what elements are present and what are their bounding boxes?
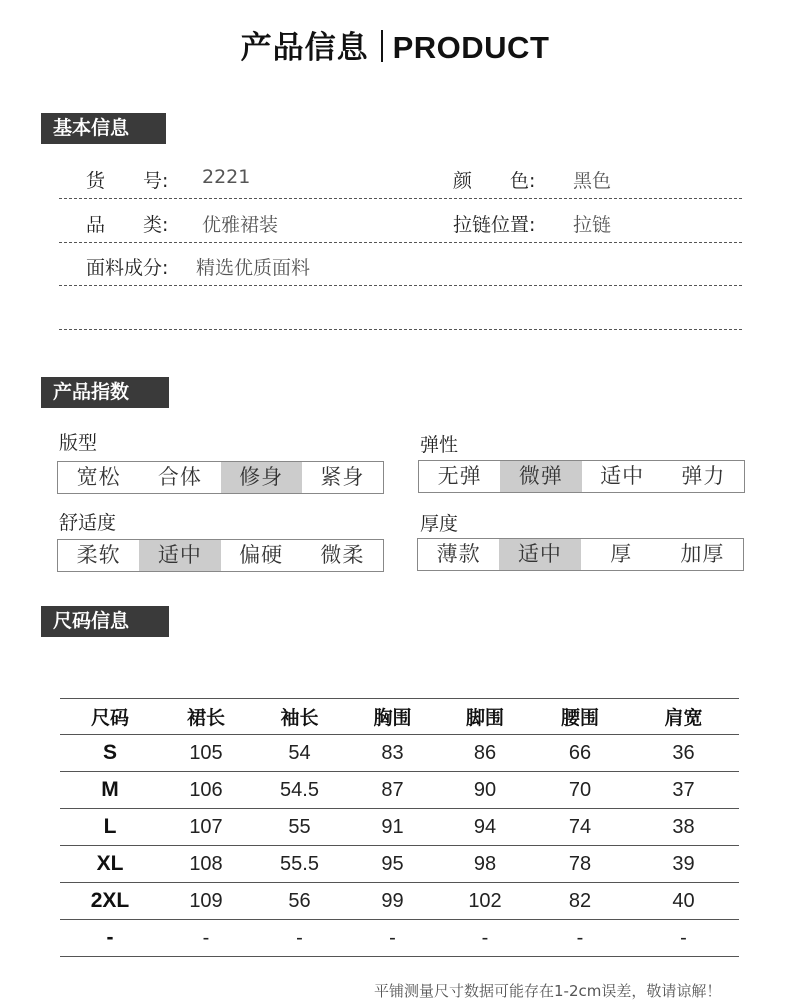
fit-option-0: 宽松 [76,465,121,489]
header-waist: 腰围 [532,699,628,735]
measurement-cell: 54.5 [252,772,347,809]
size-cell: - [60,920,160,957]
measurement-cell: 108 [160,846,252,883]
size-cell: S [60,735,160,772]
thickness-option-1: 适中 [499,539,580,570]
measurement-cell: 66 [532,735,628,772]
header-sleeve-length: 袖长 [252,699,347,735]
measurement-cell: - [438,920,532,957]
measurement-cell: 109 [160,883,252,920]
size-cell: 2XL [60,883,160,920]
measurement-cell: 78 [532,846,628,883]
item-no-value: 2221 [202,166,251,188]
fit-option-1: 合体 [157,465,202,489]
elasticity-title: 弹性 [420,434,459,456]
measurement-cell: 36 [628,735,739,772]
comfort-option-0: 柔软 [76,543,121,567]
measurement-cell: 94 [438,809,532,846]
measurement-cell: 107 [160,809,252,846]
measurement-cell: 37 [628,772,739,809]
color-label: 颜 色: [453,170,536,192]
comfort-title: 舒适度 [59,512,117,534]
measurement-cell: - [252,920,347,957]
title-en: PRODUCT [392,30,550,65]
measurement-cell: 105 [160,735,252,772]
measurement-cell: 83 [347,735,438,772]
measurement-cell: 82 [532,883,628,920]
header-skirt-length: 裙长 [160,699,252,735]
basic-info-tag: 基本信息 [41,113,166,144]
zipper-label: 拉链位置: [453,214,536,236]
measurement-cell: 38 [628,809,739,846]
table-row [60,920,739,957]
measurement-cell: 99 [347,883,438,920]
size-cell: L [60,809,160,846]
title-divider [381,30,383,62]
measurement-cell: 87 [347,772,438,809]
comfort-option-3: 微柔 [320,543,365,567]
measurement-cell: - [532,920,628,957]
fit-title: 版型 [59,432,98,454]
material-value: 精选优质面料 [196,257,311,279]
thickness-gauge [417,538,744,571]
table-row [60,735,739,772]
measurement-cell: - [160,920,252,957]
fit-option-3: 紧身 [320,465,365,489]
measurement-cell: - [347,920,438,957]
color-value: 黑色 [573,170,612,192]
category-label: 品 类: [86,214,169,236]
product-index-tag: 产品指数 [41,377,169,408]
thickness-title: 厚度 [420,513,459,535]
measurement-cell: 56 [252,883,347,920]
measurement-cell: 55 [252,809,347,846]
elasticity-gauge [418,460,745,493]
header-hem: 脚围 [438,699,532,735]
info-row-empty [59,286,742,330]
measurement-cell: 86 [438,735,532,772]
measurement-cell: 54 [252,735,347,772]
zipper-value: 拉链 [573,214,612,236]
measurement-cell: 95 [347,846,438,883]
comfort-option-2: 偏硬 [239,543,284,567]
header-bust: 胸围 [347,699,438,735]
info-row-material [59,242,742,286]
item-no-label: 货 号: [86,170,169,192]
table-row [60,883,739,920]
table-row [60,846,739,883]
title-cn: 产品信息 [240,30,369,66]
measurement-cell: 40 [628,883,739,920]
measurement-cell: 91 [347,809,438,846]
size-info-tag: 尺码信息 [41,606,169,637]
measurement-cell: 106 [160,772,252,809]
elasticity-option-1: 微弹 [500,461,581,492]
measurement-cell: 55.5 [252,846,347,883]
measurement-note: 平铺测量尺寸数据可能存在1-2cm误差，敬请谅解！ [374,982,722,1000]
elasticity-option-2: 适中 [600,464,645,488]
measurement-cell: 98 [438,846,532,883]
measurement-cell: 70 [532,772,628,809]
comfort-option-1: 适中 [139,540,220,571]
thickness-option-0: 薄款 [436,542,481,566]
fit-option-2: 修身 [221,462,302,493]
header-shoulder: 肩宽 [628,699,739,735]
material-label: 面料成分: [86,257,169,279]
elasticity-option-0: 无弹 [437,464,482,488]
elasticity-option-3: 弹力 [681,464,726,488]
measurement-cell: 39 [628,846,739,883]
thickness-option-3: 加厚 [680,542,725,566]
measurement-cell: 102 [438,883,532,920]
page-title [0,22,790,67]
size-table [60,698,739,957]
thickness-option-2: 厚 [610,542,633,566]
size-cell: M [60,772,160,809]
info-row-item-color [59,155,742,199]
category-value: 优雅裙装 [202,214,279,236]
info-row-category-zipper [59,199,742,243]
table-row [60,809,739,846]
fit-gauge [57,461,384,494]
measurement-cell: 74 [532,809,628,846]
header-size: 尺码 [60,699,160,735]
table-row [60,772,739,809]
comfort-gauge [57,539,384,572]
size-cell: XL [60,846,160,883]
size-table-header [60,699,739,735]
measurement-cell: 90 [438,772,532,809]
measurement-cell: - [628,920,739,957]
